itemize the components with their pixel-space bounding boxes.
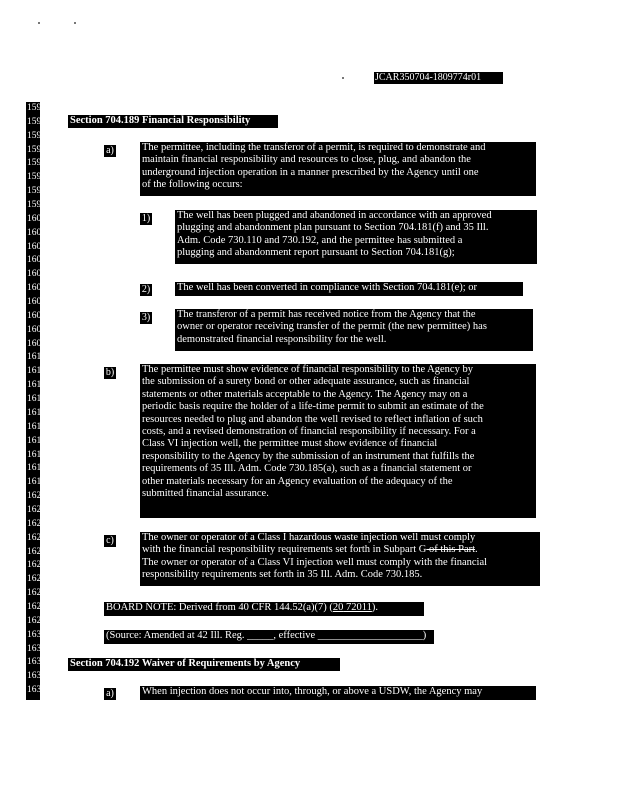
subsection-c-marker: c)	[104, 535, 116, 547]
subsection-c-text	[140, 532, 540, 586]
line-number: 1603	[27, 255, 46, 266]
line-number: 1634	[27, 685, 46, 696]
item-3-marker: 3)	[141, 312, 151, 323]
text-line: the submission of a surety bond or other adequate assurance, such as financial	[142, 376, 470, 388]
line-number: 1615	[27, 421, 46, 432]
text-line: other materials necessary for an Agency evaluation of the adequacy of the	[142, 475, 453, 487]
line-number: 1600	[27, 213, 46, 224]
line-number: 1620	[27, 491, 46, 502]
text-line: The owner or operator of a Class VI injection well must comply with the financial	[142, 556, 488, 568]
item-2-text	[175, 282, 523, 296]
board-note	[104, 602, 424, 616]
line-number: 1628	[27, 601, 46, 612]
text-line: resources needed to plug and abandon the well revised to reflect inflation of such	[142, 413, 483, 425]
text-span: BOARD NOTE: Derived from 40 CFR 144.52(a)(7) (	[106, 602, 333, 613]
text-line: submitted financial assurance.	[142, 488, 269, 500]
line-number: 1598	[27, 186, 46, 197]
struck-text: of this Part	[426, 544, 476, 556]
subsection-192a-text	[140, 686, 536, 700]
line-number: 1596	[27, 158, 46, 169]
text-line: The well has been converted in compliance with Section 704.181(e); or	[177, 282, 478, 293]
line-number: 1613	[27, 394, 46, 405]
line-number: 1621	[27, 504, 46, 515]
line-number: 1614	[27, 407, 46, 418]
line-number: 1593	[27, 116, 46, 127]
line-number: 1612	[27, 380, 46, 391]
text-line: maintain financial responsibility and resources to close, plug, and abandon the	[142, 154, 471, 166]
text-span: .	[475, 544, 478, 556]
underlined-text: 20	[332, 602, 344, 613]
line-number: 1627	[27, 588, 46, 599]
item-3-text	[175, 309, 533, 351]
source-note: (Source: Amended at 42 Ill. Reg. _____, effective ____________________)	[104, 630, 434, 644]
text-line: The permittee must show evidence of financial responsibility to the Agency by	[142, 364, 473, 375]
line-number: 1607	[27, 310, 46, 321]
line-number: 1610	[27, 352, 46, 363]
text-span: ).	[371, 602, 379, 613]
line-number: 1595	[27, 144, 46, 155]
text-line: responsibility requirements set forth in 35 Ill. Adm. Code 730.185.	[142, 569, 423, 581]
subsection-a-marker: a)	[104, 145, 116, 157]
text-line: costs, and a revised demonstration of financial responsibility if necessary. For a	[142, 426, 476, 438]
subsection-192a-marker: a)	[104, 688, 116, 700]
text-line: underground injection operation in a manner prescribed by the Agency until one	[142, 166, 479, 178]
subsection-a-text	[140, 142, 536, 196]
text-line: demonstrated financial responsibility for the well.	[177, 333, 387, 345]
line-number: 1625	[27, 560, 46, 571]
line-number: 1629	[27, 615, 46, 626]
section-189-heading: Section 704.189 Financial Responsibility	[68, 115, 278, 128]
struck-text: 72011	[343, 602, 372, 613]
line-number: 1592	[27, 103, 46, 113]
text-line: Class VI injection well, the permittee must show evidence of financial	[142, 438, 438, 450]
text-span: with the financial responsibility requirements set forth in Subpart G	[142, 544, 427, 556]
line-number: 1622	[27, 518, 46, 529]
line-number: 1626	[27, 574, 46, 585]
line-number: 1631	[27, 643, 46, 654]
line-number: 1597	[27, 172, 46, 183]
text-line: periodic basis require the holder of a life-time permit to submit an estimate of the	[142, 401, 484, 413]
line-number: 1623	[27, 532, 46, 543]
line-number: 1618	[27, 463, 46, 474]
line-number: 1619	[27, 477, 46, 488]
text-line: responsibility to the Agency by the submission of an instrument that fulfills the	[142, 450, 475, 462]
line-number: 1601	[27, 227, 46, 238]
line-number: 1633	[27, 671, 46, 682]
text-line: The permittee, including the transferor of a permit, is required to demonstrate and	[142, 142, 486, 153]
scan-speck	[342, 77, 344, 79]
line-number: 1624	[27, 546, 46, 557]
text-line: of the following occurs:	[142, 179, 243, 191]
line-number: 1604	[27, 269, 46, 280]
text-line: Adm. Code 730.110 and 730.192, and the permittee has submitted a	[177, 234, 463, 246]
subsection-b-marker: b)	[105, 367, 115, 378]
line-number: 1605	[27, 283, 46, 294]
subsection-b-text	[140, 364, 536, 518]
line-number: 1602	[27, 241, 46, 252]
text-line: The owner or operator of a Class I hazardous waste injection well must comply	[142, 532, 476, 543]
item-1-marker: 1)	[141, 213, 151, 224]
item-2-marker: 2)	[141, 284, 151, 295]
line-number: 1630	[27, 629, 46, 640]
line-number: 1594	[27, 130, 46, 141]
line-number: 1608	[27, 324, 46, 335]
section-192-heading: Section 704.192 Waiver of Requirements by Agency	[68, 658, 340, 671]
text-line: requirements of 35 Ill. Adm. Code 730.185(a), such as a financial statement or	[142, 463, 472, 475]
text-line: The well has been plugged and abandoned in accordance with an approved	[177, 210, 492, 221]
scan-speck	[74, 22, 76, 24]
line-number: 1632	[27, 657, 46, 668]
item-1-text	[175, 210, 537, 264]
text-line: plugging and abandonment report pursuant to Section 704.181(g);	[177, 247, 455, 259]
line-number: 1616	[27, 435, 46, 446]
line-number: 1606	[27, 297, 46, 308]
document-id: JCAR350704-1809774r01	[374, 72, 503, 84]
line-number: 1611	[27, 366, 46, 377]
text-line: The transferor of a permit has received notice from the Agency that the	[177, 309, 476, 320]
scan-speck	[38, 22, 40, 24]
line-number: 1617	[27, 449, 46, 460]
line-number: 1609	[27, 338, 46, 349]
text-line	[142, 544, 538, 556]
text-line: statements or other materials acceptable to the Agency. The Agency may on a	[142, 388, 468, 400]
text-line: When injection does not occur into, through, or above a USDW, the Agency may	[142, 686, 483, 697]
text-line: plugging and abandonment plan pursuant to Section 704.181(f) and 35 Ill.	[177, 222, 489, 234]
text-line: owner or operator receiving transfer of the permit (the new permittee) has	[177, 321, 487, 333]
line-number: 1599	[27, 200, 46, 211]
